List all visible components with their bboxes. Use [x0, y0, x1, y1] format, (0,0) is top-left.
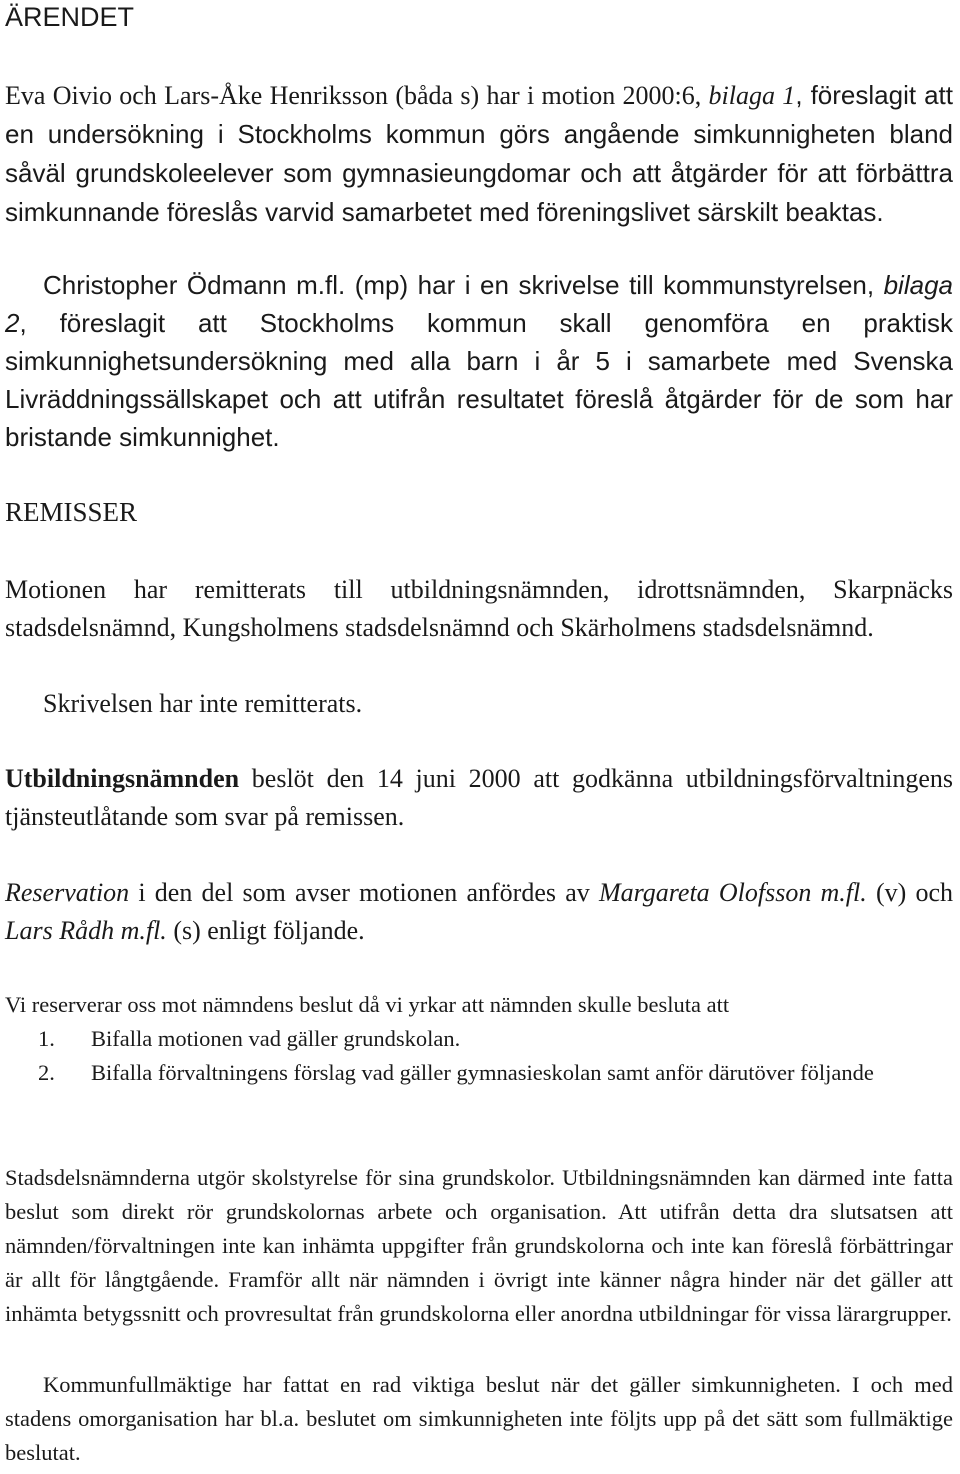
text-run: i den del som avser motionen anfördes av: [129, 878, 599, 907]
text-run: Christopher Ödmann m.fl. (mp) har i en skrivelse till kommunstyrelsen,: [43, 270, 884, 300]
remisser-paragraph-skrivelse: Skrivelsen har inte remitterats.: [43, 689, 363, 718]
quote-paragraph-1: Stadsdelsnämnderna utgör skolstyrelse för sina grundskolor. Utbildningsnämnden kan därmed inte fatta beslut som direkt rör grundskolornas arbete och organisation. Att utifrån detta dra slutsatsen att nämnden/förvaltningen inte kan inhämta uppgifter från grundskolorna och inte kan föreslå förbättringar är allt för långtgående. Framför allt när nämnden i övrigt inte känner några hinder när det gäller att inhämta betygssnitt och provresultat från grundskolorna eller anordna utbildningar för vissa lärargrupper.: [5, 1165, 953, 1326]
person-name: Lars Rådh m.fl.: [5, 916, 167, 945]
list-number: 1.: [38, 1026, 55, 1051]
committee-name: Utbildningsnämnden: [5, 764, 240, 793]
remisser-paragraph-motion: Motionen har remitterats till utbildningsnämnden, idrottsnämnden, Skarpnäcks stadsdelsnämnd, Kungsholmens stadsdelsnämnd och Skärholmens stadsdelsnämnd.: [5, 575, 953, 642]
list-number: 2.: [38, 1060, 55, 1085]
text-run: Eva Oivio och Lars-Åke Henriksson (båda s) har i motion 2000:6,: [5, 81, 709, 110]
arendet-paragraph-skrivelse: [5, 266, 953, 456]
text-run: Reservation: [5, 878, 130, 907]
text-run: , föreslagit att Stockholms kommun skall genomföra en praktisk simkunnighetsundersökning med alla barn i år 5 i samarbete med Svenska Livräddningssällskapet och att utifrån resultatet föreslå åtgärder för de som har bristande simkunnighet.: [5, 308, 953, 452]
list-item: [5, 1056, 953, 1090]
person-name: Margareta Olofsson m.fl.: [598, 878, 867, 907]
arendet-paragraph-motion: [5, 76, 953, 232]
text-run: (s) enligt följande.: [166, 916, 365, 945]
list-item-text: Bifalla motionen vad gäller grundskolan.: [91, 1026, 461, 1051]
quote-intro: Vi reserverar oss mot nämndens beslut då vi yrkar att nämnden skulle besluta att: [5, 992, 730, 1017]
text-run: , föreslagit att en undersökning i Stockholms kommun görs angående simkunnigheten bland såväl grundskoleelever som gymnasieungdomar och att åtgärder för att förbättra simkunnande föreslås varvid samarbetet med föreningslivet särskilt beaktas.: [5, 80, 954, 227]
list-item: [5, 1022, 953, 1056]
attachment-reference: bilaga 1: [708, 81, 796, 110]
attachment-reference: bilaga 2: [5, 270, 953, 338]
quote-paragraph-2: Kommunfullmäktige har fattat en rad viktiga beslut när det gäller simkunnigheten. I och med stadens omorganisation har bl.a. beslutet om simkunnigheten inte följts upp på det sätt som fullmäktige beslutat.: [5, 1372, 953, 1465]
proposal-list: [5, 1022, 953, 1090]
list-item-text: Bifalla förvaltningens förslag vad gäller gymnasieskolan samt anför därutöver följande: [91, 1060, 874, 1085]
section-heading-remisser: REMISSER: [5, 497, 138, 527]
beslut-paragraph: [5, 760, 953, 836]
section-heading-arendet: ÄRENDET: [5, 2, 135, 32]
text-run: beslöt den 14 juni 2000 att godkänna utbildningsförvaltningens tjänsteutlåtande som svar på remissen.: [5, 764, 953, 831]
reservation-paragraph: [5, 874, 953, 950]
text-run: (v) och: [866, 878, 953, 907]
